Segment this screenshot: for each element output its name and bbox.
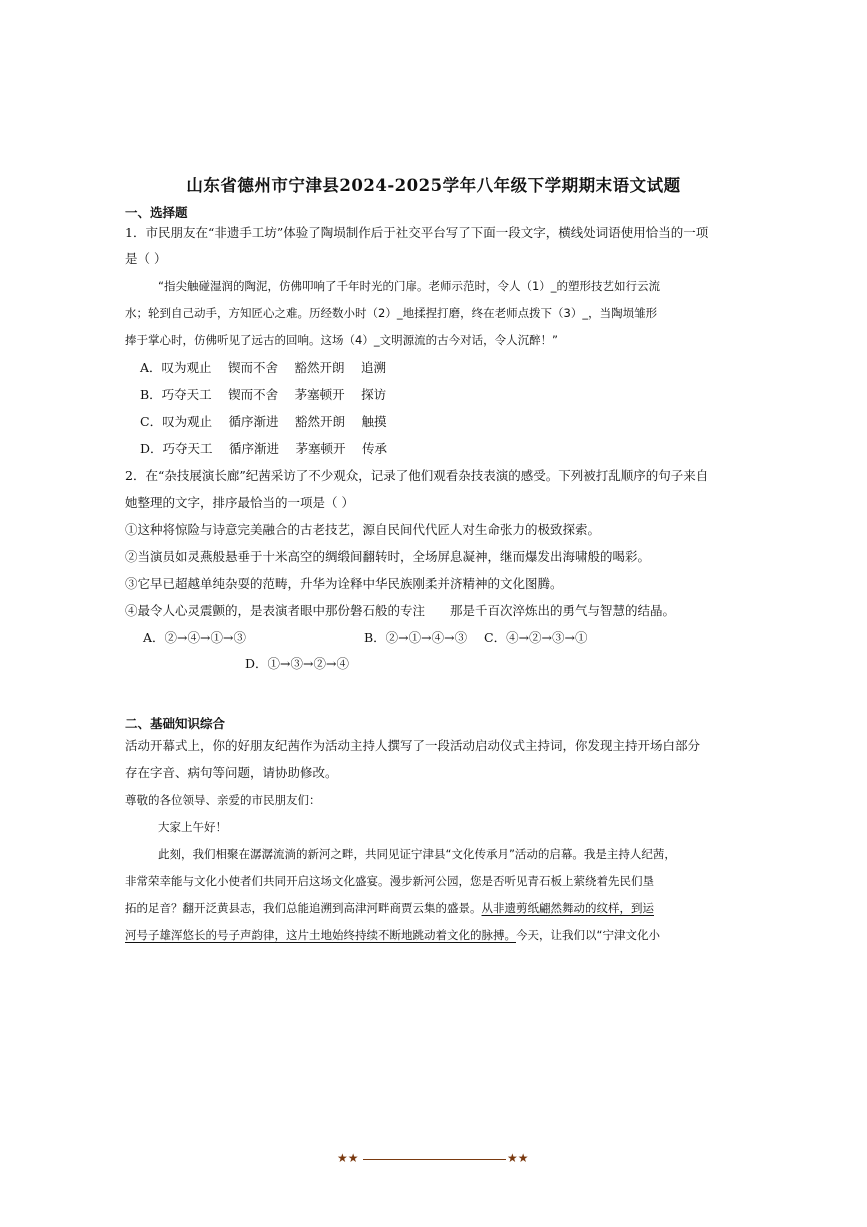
section-heading-choice: 一、选择题 [125, 205, 188, 220]
q2-option-b: B．②→①→④→③ [364, 630, 468, 645]
q1-option-d: D．巧夺天工 循序渐进 茅塞顿开 传承 [140, 441, 387, 456]
q1-option-c: C．叹为观止 循序渐进 豁然开朗 触摸 [140, 414, 387, 429]
q1-option-a: A．叹为观止 锲而不舍 豁然开朗 追溯 [140, 360, 386, 375]
q2-option-a: A．②→④→①→③ [143, 630, 246, 645]
s2-para-line4-text: 今天，让我们以“宁津文化小 [516, 928, 660, 942]
s2-para-line4 [125, 927, 660, 943]
s2-underlined-sentence-part2: 河号子雄浑悠长的号子声韵律，这片土地始终持续不断地跳动着文化的脉搏。 [125, 928, 516, 942]
q2-stem-line1: 2．在“杂技展演长廊”纪茜采访了不少观众，记录了他们观看杂技表演的感受。下列被打乱顺序的句子来自 [125, 468, 709, 483]
q2-option-c: C．④→②→③→① [484, 630, 588, 645]
s2-para-line1: 此刻，我们相聚在潺潺流淌的新河之畔，共同见证宁津县“文化传承月”活动的启幕。我是主持人纪茜， [158, 847, 676, 861]
q2-sentence-4: ④最令人心灵震颤的，是表演者眼中那份磐石般的专注 那是千百次淬炼出的勇气与智慧的结晶。 [125, 603, 676, 618]
s2-para-line3 [125, 900, 654, 916]
footer-left-stars-icon: ★★ [337, 1151, 359, 1165]
s2-intro-line1: 活动开幕式上，你的好朋友纪茜作为活动主持人撰写了一段活动启动仪式主持词，你发现主持开场白部分 [125, 738, 701, 753]
q2-sentence-1: ①这种将惊险与诗意完美融合的古老技艺，源自民间代代匠人对生命张力的极致探索。 [125, 522, 601, 537]
s2-greeting: 大家上午好！ [158, 820, 227, 834]
s2-para-line2: 非常荣幸能与文化小使者们共同开启这场文化盛宴。漫步新河公园，您是否听见青石板上萦绕着先民们垦 [125, 874, 654, 888]
q1-passage-line2: 水；轮到自己动手，方知匠心之难。历经数小时（2）_地揉捏打磨，终在老师点拨下（3）_，当陶埙雏形 [125, 306, 658, 320]
q2-option-d: D．①→③→②→④ [245, 656, 349, 671]
footer-ornament [0, 1150, 867, 1170]
section-heading-basics: 二、基础知识综合 [125, 716, 226, 731]
q2-stem-line2: 她整理的文字，排序最恰当的一项是（ ） [125, 495, 354, 510]
q1-stem-line2: 是（ ） [125, 251, 167, 266]
page-title: 山东省德州市宁津县2024-2025学年八年级下学期期末语文试题 [186, 176, 681, 195]
q1-passage-line3: 捧于掌心时，仿佛听见了远古的回响。这场（4）_文明源流的古今对话，令人沉醉！” [125, 333, 559, 347]
s2-intro-line2: 存在字音、病句等问题，请协助修改。 [125, 765, 338, 780]
s2-underlined-sentence-part1: 从非遗剪纸翩然舞动的纹样，到运 [481, 901, 654, 915]
q1-passage-line1: “指尖触碰湿润的陶泥，仿佛叩响了千年时光的门扉。老师示范时，令人（1）_的塑形技艺如行云流 [158, 279, 661, 293]
q1-option-b: B．巧夺天工 锲而不舍 茅塞顿开 探访 [140, 387, 387, 402]
q2-sentence-3: ③它早已超越单纯杂耍的范畴，升华为诠释中华民族刚柔并济精神的文化图腾。 [125, 576, 563, 591]
s2-para-line3-text: 拓的足音？翻开泛黄县志，我们总能追溯到高津河畔商贾云集的盛景。 [125, 901, 482, 915]
footer-rule [363, 1159, 506, 1160]
s2-salutation: 尊敬的各位领导、亲爱的市民朋友们： [125, 793, 321, 807]
footer-right-stars-icon: ★★ [507, 1151, 529, 1165]
q2-sentence-2: ②当演员如灵燕般悬垂于十米高空的绸缎间翻转时，全场屏息凝神，继而爆发出海啸般的喝彩。 [125, 549, 651, 564]
q1-stem-line1: 1．市民朋友在“非遗手工坊”体验了陶埙制作后于社交平台写了下面一段文字，横线处词语使用恰当的一项 [125, 225, 709, 240]
